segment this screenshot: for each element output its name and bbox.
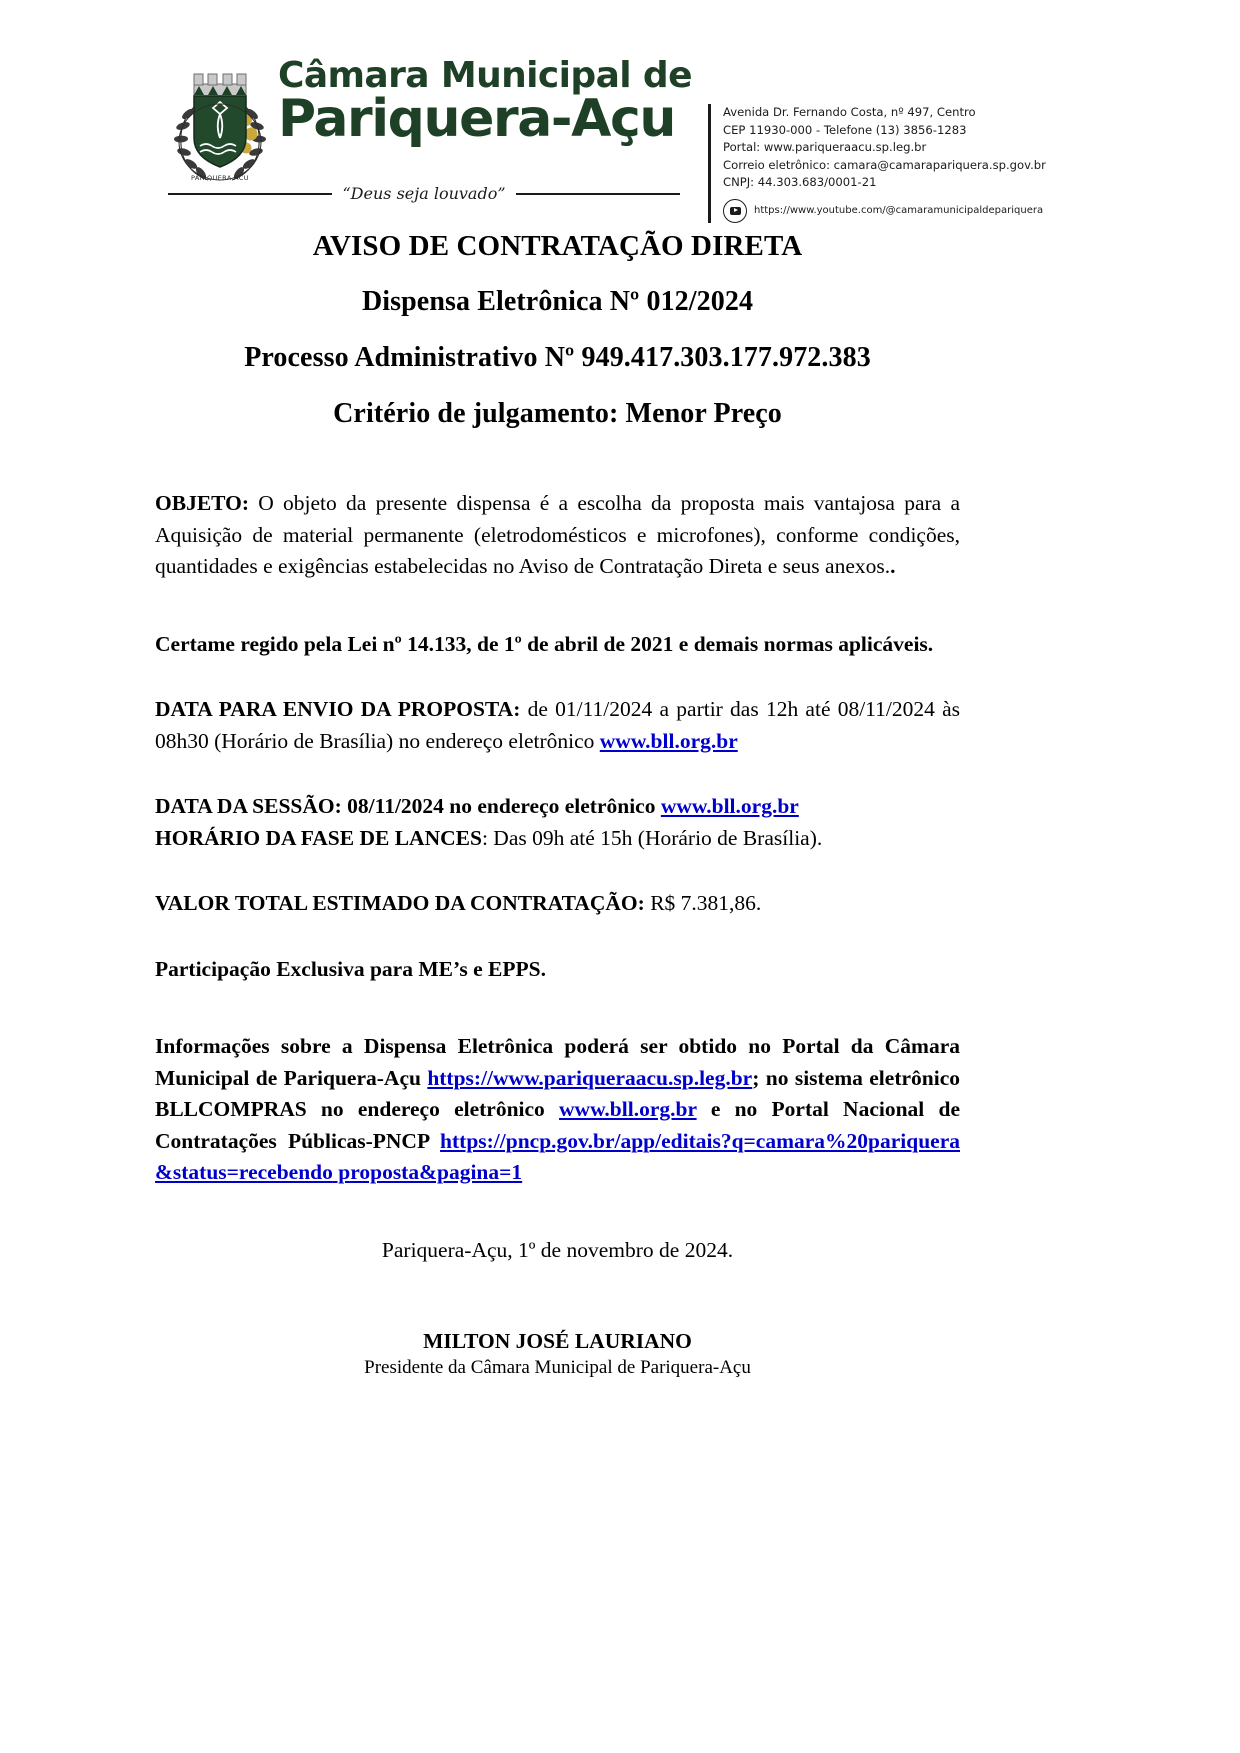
spacer — [155, 854, 960, 888]
page-title: AVISO DE CONTRATAÇÃO DIRETA — [312, 230, 803, 262]
signer-name: MILTON JOSÉ LAURIANO — [423, 1328, 692, 1353]
bll-link-2[interactable]: www.bll.org.br — [660, 794, 799, 818]
contact-cep-phone: CEP 11930-000 - Telefone (13) 3856-1283 — [723, 122, 967, 137]
informacoes-part-3: e no Portal Nacional de Contratações Públicas-PNCP — [155, 1097, 960, 1153]
letterhead — [0, 46, 1240, 217]
subtitle-criterio: Critério de julgamento: Menor Preço — [333, 398, 782, 429]
section-informacoes — [155, 1031, 960, 1189]
brand-line-2: Pariquera-Açu — [278, 89, 675, 149]
spacer — [155, 583, 960, 629]
motto-text: “Deus seja louvado” — [342, 184, 506, 203]
section-valor — [155, 888, 960, 920]
pncp-link[interactable]: https://pncp.gov.br/app/editais?q=camara%20pariquera&status=recebendo — [155, 1128, 960, 1184]
section-objeto — [155, 488, 960, 583]
motto-row — [168, 184, 680, 203]
contact-cnpj: CNPJ: 44.303.683/0001-21 — [723, 175, 877, 190]
contact-portal: Portal: www.pariqueraacu.sp.leg.br — [723, 140, 927, 155]
signer-role: Presidente da Câmara Municipal de Pariquera-Açu — [364, 1356, 751, 1378]
bll-link-1[interactable]: www.bll.org.br — [599, 728, 738, 753]
section-sessao — [155, 791, 960, 823]
section-envio-proposta — [155, 694, 960, 757]
spacer — [155, 660, 960, 694]
envio-proposta-label: DATA PARA ENVIO DA PROPOSTA: — [155, 697, 521, 721]
contact-block — [708, 104, 1053, 223]
objeto-label: OBJETO: — [155, 491, 249, 515]
valor-value: R$ 7.381,86. — [644, 891, 762, 915]
place-and-date: Pariquera-Açu, 1º de novembro de 2024. — [381, 1237, 734, 1262]
pariqueraacu-portal-link[interactable]: https://www.pariqueraacu.sp.leg.br — [427, 1065, 753, 1090]
subtitle-dispensa: Dispensa Eletrônica Nº 012/2024 — [361, 286, 754, 317]
youtube-url[interactable]: https://www.youtube.com/@camaramunicipaldepariquera — [754, 205, 1044, 217]
contact-address: Avenida Dr. Fernando Costa, nº 497, Centro — [723, 105, 976, 119]
brand-wordmark — [278, 55, 692, 149]
sessao-value: 08/11/2024 no endereço eletrônico — [341, 794, 661, 818]
section-lances — [155, 823, 960, 855]
informacoes-part-2: ; no sistema eletrônico BLLCOMPRAS no endereço eletrônico — [155, 1065, 960, 1121]
spacer — [155, 920, 960, 954]
lances-text: : Das 09h até 15h (Horário de Brasília). — [481, 825, 823, 850]
pncp-link-continued[interactable]: proposta&pagina=1 — [332, 1160, 523, 1184]
spacer — [155, 985, 960, 1031]
spacer — [155, 442, 960, 488]
contact-email: Correio eletrônico: camara@camarapariquera.sp.gov.br — [723, 157, 1046, 172]
brand-line-1: Câmara Municipal de — [278, 55, 692, 96]
municipal-coat-of-arms-icon — [168, 68, 272, 188]
valor-label: VALOR TOTAL ESTIMADO DA CONTRATAÇÃO: — [155, 891, 645, 915]
document-body — [155, 218, 960, 1381]
section-certame — [155, 629, 960, 661]
motto-rule-right — [516, 193, 680, 195]
objeto-trailing-dot: . — [890, 554, 896, 578]
objeto-text: O objeto da presente dispensa é a escolha da proposta mais vantajosa para a Aquisição de material permanente (eletrodomésticos e microfones), conforme condições, quantidades e exigências estabelecidas no Aviso de Contratação Direta e seus anexos. — [155, 491, 960, 578]
brand-block — [168, 55, 692, 211]
spacer — [155, 757, 960, 791]
participacao-text: Participação Exclusiva para ME’s e EPPS. — [155, 956, 546, 981]
bll-link-3[interactable]: www.bll.org.br — [559, 1097, 697, 1121]
svg-text:PARIQUERA-ACU: PARIQUERA-ACU — [191, 174, 249, 182]
subtitle-processo: Processo Administrativo Nº 949.417.303.177.972.383 — [244, 342, 871, 373]
section-participacao — [155, 954, 960, 986]
motto-rule-left — [168, 193, 332, 195]
sessao-label: DATA DA SESSÃO: — [155, 794, 342, 818]
lances-label: HORÁRIO DA FASE DE LANCES — [155, 825, 482, 850]
informacoes-part-1: Informações sobre a Dispensa Eletrônica poderá ser obtido no Portal da Câmara Municipal de Pariquera-Açu — [155, 1034, 960, 1090]
envio-proposta-text: de 01/11/2024 a partir das 12h até 08/11/2024 às 08h30 (Horário de Brasília) no endereço eletrônico — [155, 697, 961, 753]
certame-text: Certame regido pela Lei nº 14.133, de 1º de abril de 2021 e demais normas aplicáveis. — [155, 631, 934, 656]
signature-block — [155, 1327, 960, 1381]
